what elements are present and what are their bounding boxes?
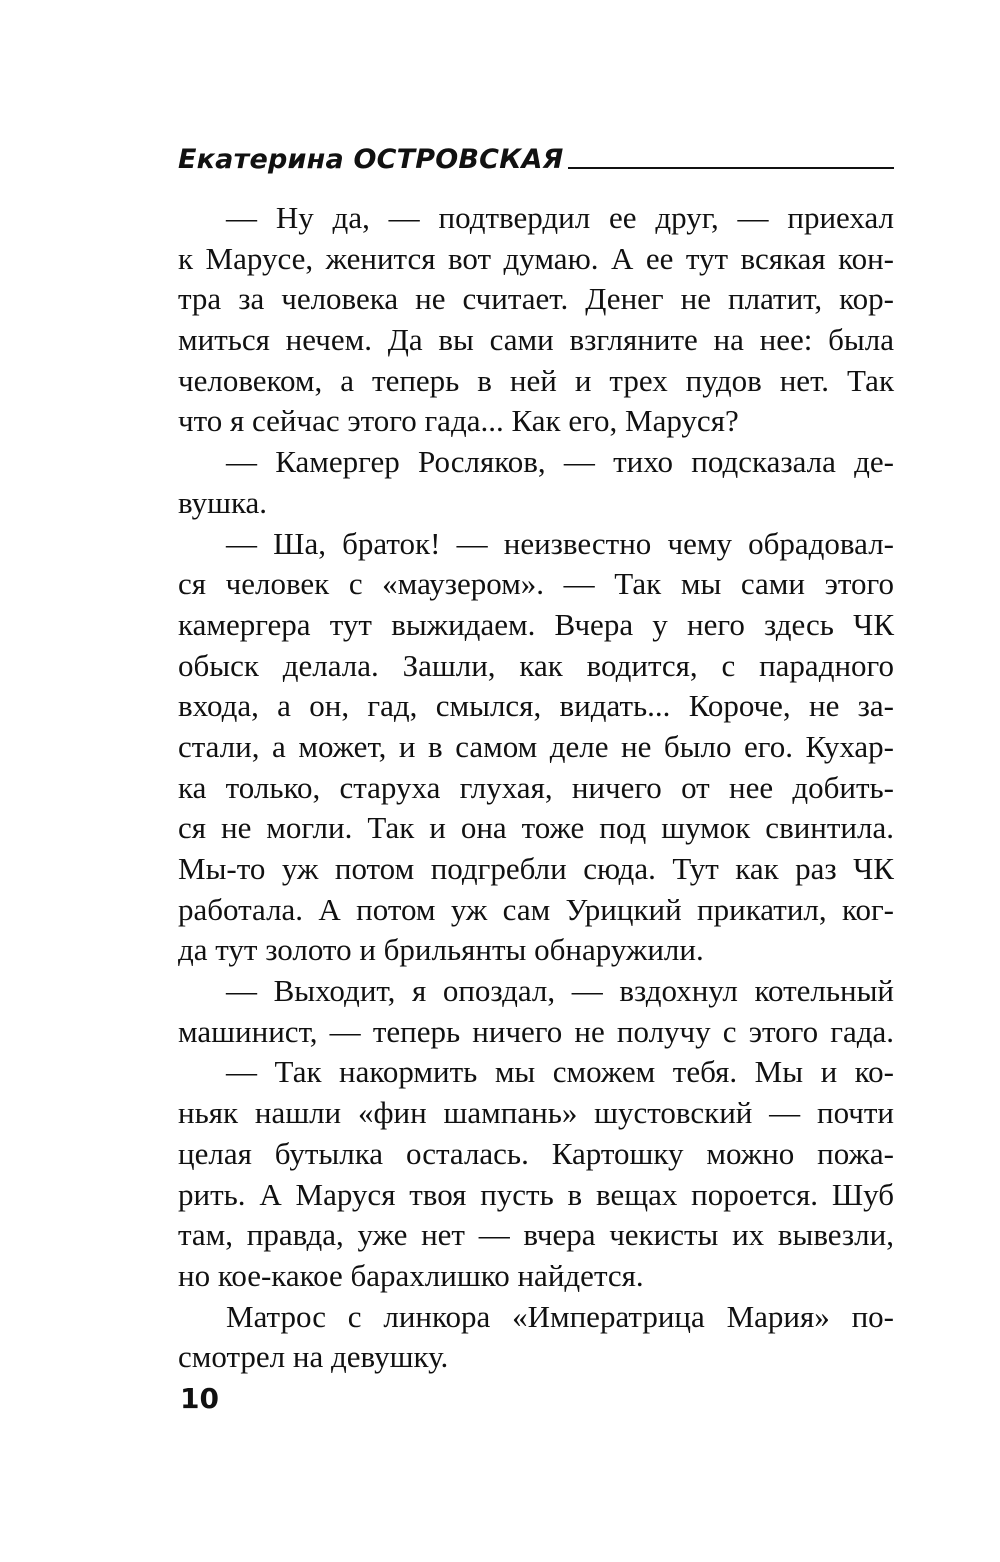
text-line: Мы-то уж потом подгребли сюда. Тут как раз ЧК bbox=[178, 851, 894, 886]
text-line: — Камергер Росляков, — тихо подсказала де- bbox=[226, 444, 894, 480]
text-line: миться нечем. Да вы сами взгляните на нее: была bbox=[178, 322, 894, 358]
text-line: входа, а он, гад, смылся, видать... Короче, не за- bbox=[178, 688, 894, 724]
text-line: рить. А Маруся твоя пусть в вещах пороется. Шуб bbox=[178, 1176, 894, 1212]
text-line: вушка. bbox=[178, 484, 268, 520]
text-line: обыск делала. Зашли, как водится, с парадного bbox=[178, 647, 894, 683]
text-line: Матрос с линкора «Императрица Мария» по- bbox=[226, 1298, 894, 1334]
text-line: там, правда, уже нет — вчера чекисты их вывезли, bbox=[178, 1217, 894, 1253]
text-line: ся не могли. Так и она тоже под шумок свинтила. bbox=[178, 810, 894, 846]
text-line: человеком, а теперь в ней и трех пудов нет. Так bbox=[178, 362, 894, 398]
text-line: что я сейчас этого гада... Как его, Маруся? bbox=[178, 403, 739, 439]
text-line: к Марусе, женится вот думаю. А ее тут всякая кон- bbox=[178, 240, 894, 276]
text-line: смотрел на девушку. bbox=[178, 1339, 449, 1375]
text-line: тра за человека не считает. Денег не платит, кор- bbox=[178, 281, 894, 317]
text-line: стали, а может, и в самом деле не было его. Кухар- bbox=[178, 728, 894, 764]
text-line: машинист, — теперь ничего не получу с этого гада. bbox=[178, 1013, 894, 1049]
page-number: 10 bbox=[180, 1382, 219, 1415]
text-line: — Выходит, я опоздал, — вздохнул котельный bbox=[226, 973, 894, 1009]
text-line: — Так накормить мы сможем тебя. Мы и ко- bbox=[226, 1054, 894, 1090]
text-line: целая бутылка осталась. Картошку можно пожа- bbox=[178, 1135, 894, 1171]
running-header bbox=[178, 136, 894, 176]
text-line: — Ну да, — подтвердил ее друг, — приехал bbox=[226, 200, 894, 235]
text-line: — Ша, браток! — неизвестно чему обрадовал- bbox=[226, 525, 894, 561]
text-line: ньяк нашли «фин шампань» шустовский — почти bbox=[178, 1095, 894, 1131]
author-name: Екатерина ОСТРОВСКАЯ bbox=[178, 144, 564, 175]
text-line: да тут золото и брильянты обнаружили. bbox=[178, 932, 704, 968]
text-line: камергера тут выжидаем. Вчера у него здесь ЧК bbox=[178, 606, 894, 642]
text-line: ка только, старуха глухая, ничего от нее добить- bbox=[178, 769, 894, 805]
text-line: но кое-какое барахлишко найдется. bbox=[178, 1257, 644, 1293]
body-text bbox=[178, 198, 894, 1378]
header-rule bbox=[568, 167, 894, 169]
text-line: ся человек с «маузером». — Так мы сами этого bbox=[178, 566, 894, 602]
text-line: работала. А потом уж сам Урицкий прикатил, ког- bbox=[178, 891, 894, 927]
